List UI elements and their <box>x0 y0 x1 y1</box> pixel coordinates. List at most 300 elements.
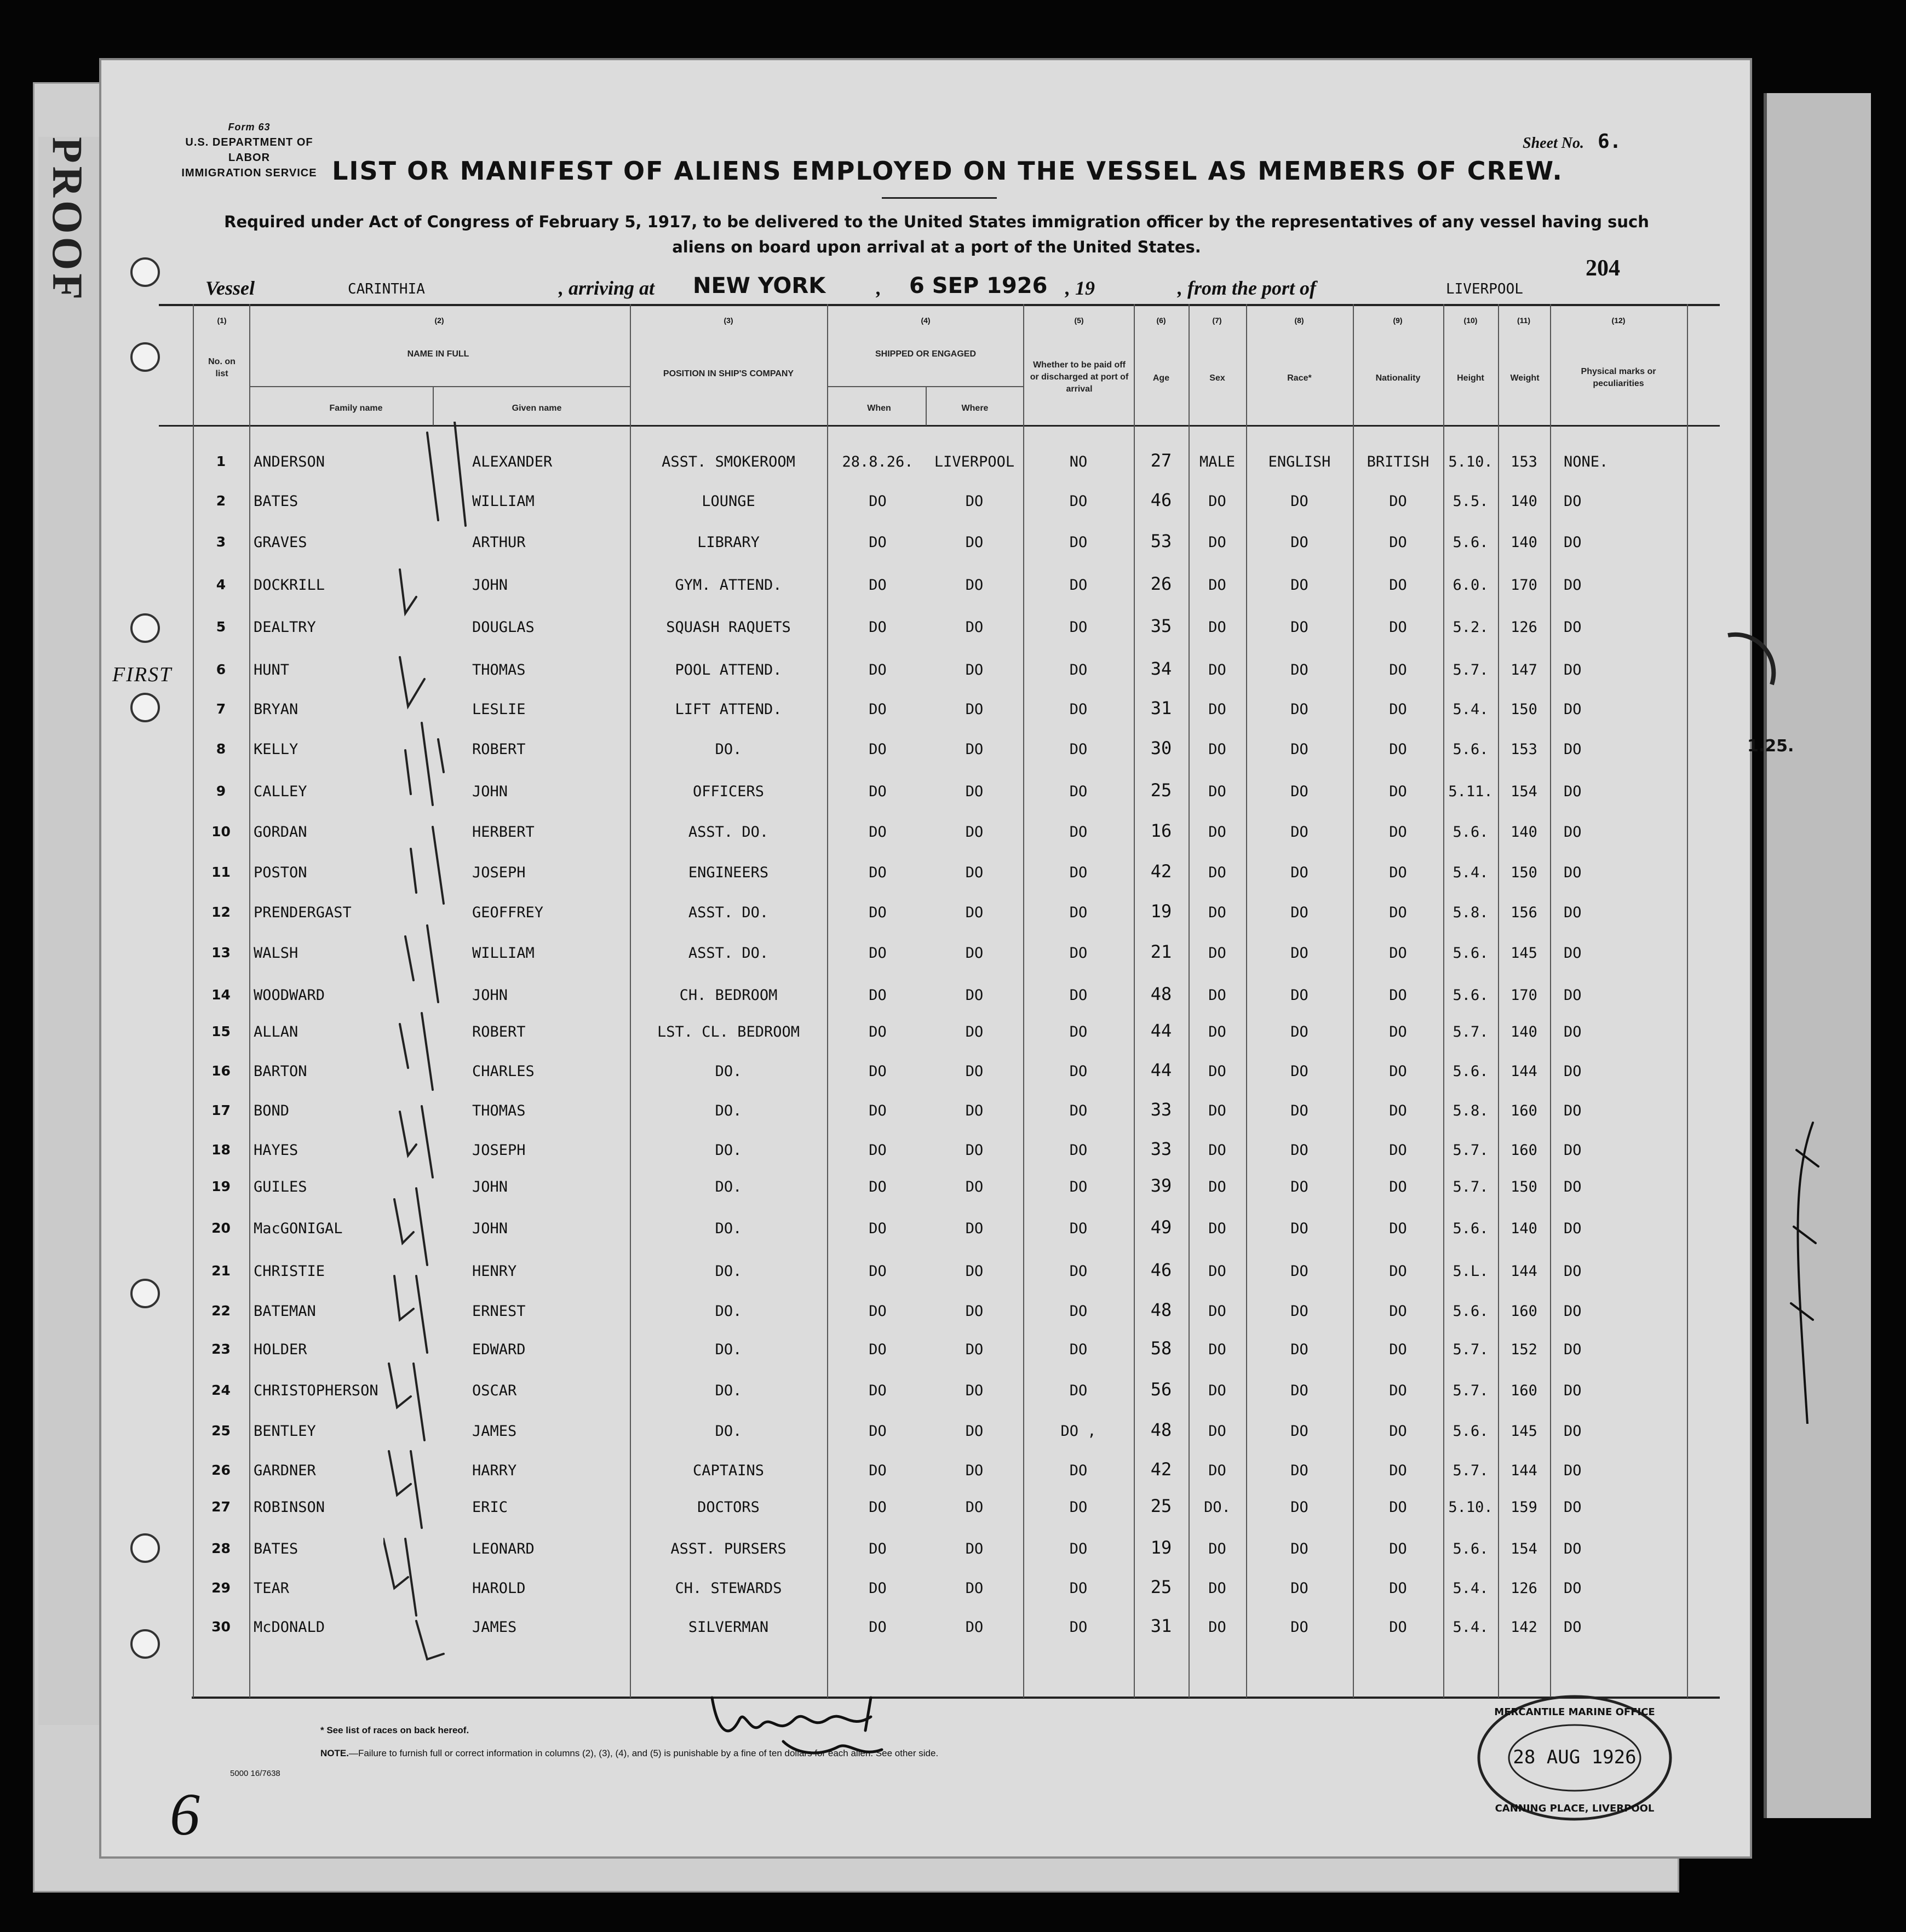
cell-race: DO <box>1290 824 1308 841</box>
cell-age: 19 <box>1150 901 1172 922</box>
cell-given: WILLIAM <box>472 493 535 510</box>
cell-sex: DO <box>1208 783 1226 800</box>
cell-paid: DO <box>1069 1462 1088 1479</box>
cell-weight: 144 <box>1511 1063 1537 1080</box>
cell-weight: 160 <box>1511 1382 1537 1399</box>
cell-age: 44 <box>1150 1060 1172 1080</box>
cell-weight: 126 <box>1511 619 1537 636</box>
cell-age: 30 <box>1150 738 1172 758</box>
from-label: , from the port of <box>1178 277 1317 299</box>
cell-age: 56 <box>1150 1379 1172 1400</box>
cell-marks: DO <box>1564 1024 1582 1040</box>
cell-paid: DO <box>1069 1178 1088 1195</box>
cell-paid: DO <box>1069 1063 1088 1080</box>
cell-nat: DO <box>1389 1063 1407 1080</box>
cell-paid: DO <box>1069 662 1088 679</box>
cell-paid: DO <box>1069 1102 1088 1119</box>
cell-age: 53 <box>1150 531 1172 551</box>
cell-marks: DO <box>1564 904 1582 921</box>
arriving-label: , arriving at <box>559 277 655 299</box>
cell-marks: DO <box>1564 824 1582 841</box>
cell-sex: DO <box>1208 1142 1226 1159</box>
cell-sex: DO <box>1208 1540 1226 1557</box>
cell-weight: 140 <box>1511 824 1537 841</box>
cell-given: JOSEPH <box>472 864 526 881</box>
cell-weight: 142 <box>1511 1619 1537 1636</box>
cell-family: GUILES <box>254 1178 307 1195</box>
cell-sex: DO <box>1208 1423 1226 1440</box>
cell-weight: 147 <box>1511 662 1537 679</box>
cell-height: 5.7. <box>1453 1142 1489 1159</box>
cell-no: 12 <box>211 904 231 920</box>
cell-paid: DO <box>1069 1619 1088 1636</box>
cell-position: ASST. DO. <box>688 824 769 841</box>
cell-when: DO <box>869 1341 887 1358</box>
cell-when: DO <box>869 945 887 962</box>
cell-age: 35 <box>1150 616 1172 636</box>
cell-nat: DO <box>1389 741 1407 758</box>
cell-sex: DO <box>1208 493 1226 510</box>
cell-sex: DO <box>1208 741 1226 758</box>
cell-nat: DO <box>1389 493 1407 510</box>
column-number: (11) <box>1517 316 1531 325</box>
cell-no: 8 <box>216 741 226 757</box>
cell-sex: MALE <box>1199 453 1236 470</box>
subtitle-line-1: Required under Act of Congress of February 5, 1917, to be delivered to the United States immigration officer by the representatives of any vessel having such <box>224 212 1649 231</box>
cell-position: CAPTAINS <box>692 1462 765 1479</box>
table-row <box>0 1530 1906 1570</box>
cell-when: DO <box>869 619 887 636</box>
cell-where: DO <box>965 493 984 510</box>
cell-position: SILVERMAN <box>688 1619 769 1636</box>
cell-marks: DO <box>1564 1619 1582 1636</box>
cell-given: DOUGLAS <box>472 619 535 636</box>
cell-height: 5.7. <box>1453 1341 1489 1358</box>
column-number: (4) <box>921 316 931 325</box>
cell-family: HAYES <box>254 1142 298 1159</box>
cell-nat: DO <box>1389 1142 1407 1159</box>
cell-age: 16 <box>1150 820 1172 841</box>
cell-no: 26 <box>211 1462 231 1478</box>
cell-where: DO <box>965 1382 984 1399</box>
cell-sex: DO <box>1208 1024 1226 1040</box>
cell-marks: DO <box>1564 1382 1582 1399</box>
cell-weight: 126 <box>1511 1580 1537 1597</box>
cell-given: OSCAR <box>472 1382 517 1399</box>
cell-nat: DO <box>1389 824 1407 841</box>
table-row <box>0 1252 1906 1292</box>
cell-position: CH. STEWARDS <box>675 1580 782 1597</box>
cell-position: DO. <box>715 1102 742 1119</box>
table-row <box>0 1292 1906 1332</box>
table-row <box>0 730 1906 771</box>
header-height: Height <box>1457 373 1484 383</box>
cell-height: 5.8. <box>1453 1102 1489 1119</box>
mercantile-marine-stamp <box>1473 1692 1676 1824</box>
cell-position: DO. <box>715 1063 742 1080</box>
cell-paid: DO <box>1069 1220 1088 1237</box>
cell-marks: DO <box>1564 864 1582 881</box>
cell-weight: 152 <box>1511 1341 1537 1358</box>
cell-height: 5.7. <box>1453 662 1489 679</box>
cell-family: ROBINSON <box>254 1499 325 1516</box>
cell-no: 15 <box>211 1024 231 1039</box>
cell-nat: DO <box>1389 1540 1407 1557</box>
cell-when: DO <box>869 904 887 921</box>
cell-paid: DO <box>1069 1263 1088 1280</box>
cell-when: DO <box>869 1303 887 1320</box>
table-row <box>0 1013 1906 1053</box>
table-row <box>0 690 1906 731</box>
cell-when: DO <box>869 1499 887 1516</box>
arrival-port: NEW YORK <box>693 273 826 298</box>
cell-age: 27 <box>1150 450 1172 471</box>
cell-where: DO <box>965 619 984 636</box>
cell-age: 31 <box>1150 698 1172 718</box>
cell-when: DO <box>869 1024 887 1040</box>
cell-when: DO <box>869 864 887 881</box>
cell-where: DO <box>965 534 984 551</box>
title-underline <box>882 197 997 199</box>
cell-where: DO <box>965 1142 984 1159</box>
cell-when: DO <box>869 741 887 758</box>
cell-weight: 154 <box>1511 783 1537 800</box>
cell-given: EDWARD <box>472 1341 526 1358</box>
cell-nat: DO <box>1389 1423 1407 1440</box>
cell-age: 42 <box>1150 1459 1172 1480</box>
cell-marks: DO <box>1564 1341 1582 1358</box>
header-weight: Weight <box>1510 373 1540 383</box>
cell-marks: DO <box>1564 1063 1582 1080</box>
cell-race: DO <box>1290 1178 1308 1195</box>
cell-race: DO <box>1290 1540 1308 1557</box>
table-row <box>0 1608 1906 1648</box>
cell-when: DO <box>869 1462 887 1479</box>
table-row <box>0 1451 1906 1492</box>
cell-family: WOODWARD <box>254 987 325 1004</box>
cell-sex: DO <box>1208 1382 1226 1399</box>
cell-height: 5.6. <box>1453 1063 1489 1080</box>
cell-weight: 144 <box>1511 1462 1537 1479</box>
cell-given: LESLIE <box>472 701 526 718</box>
cell-where: DO <box>965 945 984 962</box>
cell-no: 25 <box>211 1423 231 1439</box>
cell-where: DO <box>965 1462 984 1479</box>
cell-weight: 140 <box>1511 1024 1537 1040</box>
cell-when: DO <box>869 1619 887 1636</box>
cell-nat: DO <box>1389 1220 1407 1237</box>
cell-paid: DO <box>1069 1540 1088 1557</box>
cell-when: DO <box>869 577 887 594</box>
cell-where: DO <box>965 741 984 758</box>
sheet-number <box>1523 130 1621 153</box>
cell-marks: DO <box>1564 1220 1582 1237</box>
cell-marks: DO <box>1564 701 1582 718</box>
cell-where: DO <box>965 987 984 1004</box>
cell-given: THOMAS <box>472 662 526 679</box>
cell-age: 48 <box>1150 1419 1172 1440</box>
cell-family: ANDERSON <box>254 453 325 470</box>
cell-given: WILLIAM <box>472 945 535 962</box>
cell-where: DO <box>965 1102 984 1119</box>
cell-race: DO <box>1290 1303 1308 1320</box>
cell-given: JOHN <box>472 577 508 594</box>
cell-race: DO <box>1290 904 1308 921</box>
cell-sex: DO <box>1208 1580 1226 1597</box>
cell-paid: DO <box>1069 701 1088 718</box>
table-row <box>0 934 1906 974</box>
page-number: 204 <box>1586 256 1620 281</box>
cell-paid: DO <box>1069 783 1088 800</box>
cell-race: DO <box>1290 619 1308 636</box>
cell-no: 27 <box>211 1499 231 1515</box>
cell-paid: DO <box>1069 619 1088 636</box>
table-row <box>0 1488 1906 1528</box>
cell-when: DO <box>869 1580 887 1597</box>
table-row <box>0 1168 1906 1208</box>
cell-age: 42 <box>1150 861 1172 882</box>
cell-family: BATES <box>254 1540 298 1557</box>
cell-height: 5.6. <box>1453 824 1489 841</box>
cell-sex: DO <box>1208 1263 1226 1280</box>
table-top-rule <box>159 304 1720 306</box>
cell-weight: 145 <box>1511 1423 1537 1440</box>
table-row <box>0 1371 1906 1412</box>
cell-height: 5.6. <box>1453 1303 1489 1320</box>
cell-weight: 144 <box>1511 1263 1537 1280</box>
cell-height: 5.6. <box>1453 1540 1489 1557</box>
cell-paid: DO <box>1069 577 1088 594</box>
cell-nat: DO <box>1389 701 1407 718</box>
header-position: POSITION IN SHIP'S COMPANY <box>663 369 794 378</box>
cell-marks: DO <box>1564 1142 1582 1159</box>
cell-position: GYM. ATTEND. <box>675 577 782 594</box>
cell-age: 19 <box>1150 1537 1172 1558</box>
cell-no: 22 <box>211 1303 231 1319</box>
cell-family: TEAR <box>254 1580 290 1597</box>
cell-given: HARRY <box>472 1462 517 1479</box>
cell-weight: 160 <box>1511 1102 1537 1119</box>
side-vertical-text: PROOF <box>44 137 91 303</box>
cell-family: CHRISTIE <box>254 1263 325 1280</box>
cell-given: HENRY <box>472 1263 517 1280</box>
table-row <box>0 772 1906 813</box>
header-race: Race* <box>1287 373 1312 383</box>
handwritten-page-number: 6 <box>170 1781 200 1848</box>
cell-paid: DO <box>1069 987 1088 1004</box>
cell-no: 28 <box>211 1540 231 1556</box>
cell-sex: DO <box>1208 1102 1226 1119</box>
year-label: , 19 <box>1065 277 1095 299</box>
check-marks-icon <box>383 422 493 1698</box>
cell-given: JOHN <box>472 783 508 800</box>
cell-marks: DO <box>1564 1499 1582 1516</box>
vessel-label: Vessel <box>205 277 255 299</box>
table-row <box>0 608 1906 648</box>
cell-age: 44 <box>1150 1020 1172 1041</box>
cell-nat: DO <box>1389 662 1407 679</box>
cell-race: DO <box>1290 1102 1308 1119</box>
print-code: 5000 16/7638 <box>230 1769 280 1778</box>
cell-race: DO <box>1290 1499 1308 1516</box>
cell-given: ERNEST <box>472 1303 526 1320</box>
cell-no: 3 <box>216 534 226 550</box>
cell-height: 5.6. <box>1453 1423 1489 1440</box>
cell-race: DO <box>1290 864 1308 881</box>
cell-position: DO. <box>715 1178 742 1195</box>
cell-position: DO. <box>715 1142 742 1159</box>
cell-family: BOND <box>254 1102 290 1119</box>
note-label: NOTE. <box>320 1748 349 1758</box>
name-divider <box>433 386 434 426</box>
margin-handwriting <box>1780 1117 1829 1424</box>
cell-when: DO <box>869 662 887 679</box>
cell-paid: DO <box>1069 904 1088 921</box>
arrival-date: 6 SEP 1926 <box>909 273 1048 298</box>
cell-when: DO <box>869 534 887 551</box>
page-title: LIST OR MANIFEST OF ALIENS EMPLOYED ON THE VESSEL AS MEMBERS OF CREW. <box>332 156 1563 186</box>
table-row <box>0 976 1906 1016</box>
cell-family: PRENDERGAST <box>254 904 352 921</box>
column-number: (7) <box>1212 316 1222 325</box>
cell-height: 5.7. <box>1453 1024 1489 1040</box>
header-age: Age <box>1152 373 1170 383</box>
shipped-subhead-rule <box>827 386 1023 387</box>
stamp-seal-icon <box>1473 1692 1676 1824</box>
cell-nat: DO <box>1389 534 1407 551</box>
cell-marks: DO <box>1564 1462 1582 1479</box>
cell-position: DO. <box>715 1263 742 1280</box>
cell-where: DO <box>965 1303 984 1320</box>
table-row <box>0 813 1906 853</box>
cell-family: CHRISTOPHERSON <box>254 1382 378 1399</box>
cell-family: BATES <box>254 493 298 510</box>
table-row <box>0 1569 1906 1609</box>
stamp-top-text: MERCANTILE MARINE OFFICE <box>1494 1706 1655 1718</box>
cell-nat: DO <box>1389 1024 1407 1040</box>
cell-sex: DO <box>1208 1462 1226 1479</box>
cell-height: 5.6. <box>1453 945 1489 962</box>
cell-sex: DO <box>1208 864 1226 881</box>
header-when: When <box>867 404 891 413</box>
cell-where: DO <box>965 824 984 841</box>
cell-given: ERIC <box>472 1499 508 1516</box>
cell-paid: DO <box>1069 741 1088 758</box>
cell-nat: DO <box>1389 904 1407 921</box>
cell-marks: DO <box>1564 662 1582 679</box>
cell-height: 5.4. <box>1453 1580 1489 1597</box>
header-nationality: Nationality <box>1375 373 1421 383</box>
column-number: (3) <box>724 316 733 325</box>
cell-where: DO <box>965 864 984 881</box>
cell-where: DO <box>965 1499 984 1516</box>
cell-given: JOHN <box>472 987 508 1004</box>
cell-marks: DO <box>1564 1423 1582 1440</box>
cell-no: 29 <box>211 1580 231 1596</box>
cell-no: 18 <box>211 1142 231 1158</box>
cell-position: DO. <box>715 1382 742 1399</box>
cell-race: DO <box>1290 1024 1308 1040</box>
cell-race: DO <box>1290 701 1308 718</box>
punch-hole <box>130 257 160 287</box>
cell-when: DO <box>869 493 887 510</box>
cell-sex: DO <box>1208 987 1226 1004</box>
cell-nat: DO <box>1389 577 1407 594</box>
cell-height: 5.4. <box>1453 864 1489 881</box>
cell-given: CHARLES <box>472 1063 535 1080</box>
cell-when: DO <box>869 1540 887 1557</box>
name-subhead-rule <box>249 386 630 387</box>
cell-height: 5.10. <box>1448 453 1493 470</box>
cell-nat: DO <box>1389 987 1407 1004</box>
cell-race: DO <box>1290 1341 1308 1358</box>
races-note: * See list of races on back hereof. <box>320 1725 469 1735</box>
cell-paid: DO <box>1069 1382 1088 1399</box>
cell-race: DO <box>1290 1382 1308 1399</box>
column-number: (5) <box>1074 316 1084 325</box>
cell-paid: DO <box>1069 1024 1088 1040</box>
table-row <box>0 1330 1906 1371</box>
cell-position: SQUASH RAQUETS <box>666 619 791 636</box>
table-row <box>0 566 1906 606</box>
cell-position: DO. <box>715 1423 742 1440</box>
cell-where: LIVERPOOL <box>934 453 1015 470</box>
cell-sex: DO <box>1208 1178 1226 1195</box>
cell-age: 48 <box>1150 1300 1172 1320</box>
cell-family: GARDNER <box>254 1462 316 1479</box>
cell-age: 39 <box>1150 1175 1172 1196</box>
cell-nat: DO <box>1389 1499 1407 1516</box>
cell-age: 26 <box>1150 573 1172 594</box>
header-paid-off: Whether to be paid off or discharged at port of arrival <box>1030 360 1129 394</box>
cell-weight: 170 <box>1511 987 1537 1004</box>
cell-when: DO <box>869 1178 887 1195</box>
cell-no: 4 <box>216 577 226 593</box>
cell-height: 5.7. <box>1453 1462 1489 1479</box>
cell-when: DO <box>869 1423 887 1440</box>
cell-age: 33 <box>1150 1099 1172 1120</box>
cell-height: 5.6. <box>1453 1220 1489 1237</box>
table-row <box>0 523 1906 564</box>
cell-weight: 140 <box>1511 493 1537 510</box>
cell-height: 5.4. <box>1453 701 1489 718</box>
cell-weight: 140 <box>1511 534 1537 551</box>
cell-when: DO <box>869 701 887 718</box>
cell-no: 24 <box>211 1382 231 1398</box>
cell-weight: 160 <box>1511 1142 1537 1159</box>
cell-race: DO <box>1290 493 1308 510</box>
cell-race: DO <box>1290 577 1308 594</box>
comma: , <box>876 277 881 299</box>
cell-given: JOHN <box>472 1178 508 1195</box>
cell-family: DOCKRILL <box>254 577 325 594</box>
cell-where: DO <box>965 1063 984 1080</box>
cell-family: DEALTRY <box>254 619 316 636</box>
cell-sex: DO. <box>1204 1499 1231 1516</box>
cell-nat: DO <box>1389 619 1407 636</box>
cell-race: DO <box>1290 1619 1308 1636</box>
cell-sex: DO <box>1208 534 1226 551</box>
cell-family: BENTLEY <box>254 1423 316 1440</box>
cell-nat: DO <box>1389 1619 1407 1636</box>
cell-marks: DO <box>1564 577 1582 594</box>
header-physical-marks: Physical marks or peculiarities <box>1581 367 1656 388</box>
cell-race: DO <box>1290 1462 1308 1479</box>
cell-family: GORDAN <box>254 824 307 841</box>
column-number: (1) <box>217 316 227 325</box>
cell-sex: DO <box>1208 1220 1226 1237</box>
cell-paid: DO <box>1069 1142 1088 1159</box>
